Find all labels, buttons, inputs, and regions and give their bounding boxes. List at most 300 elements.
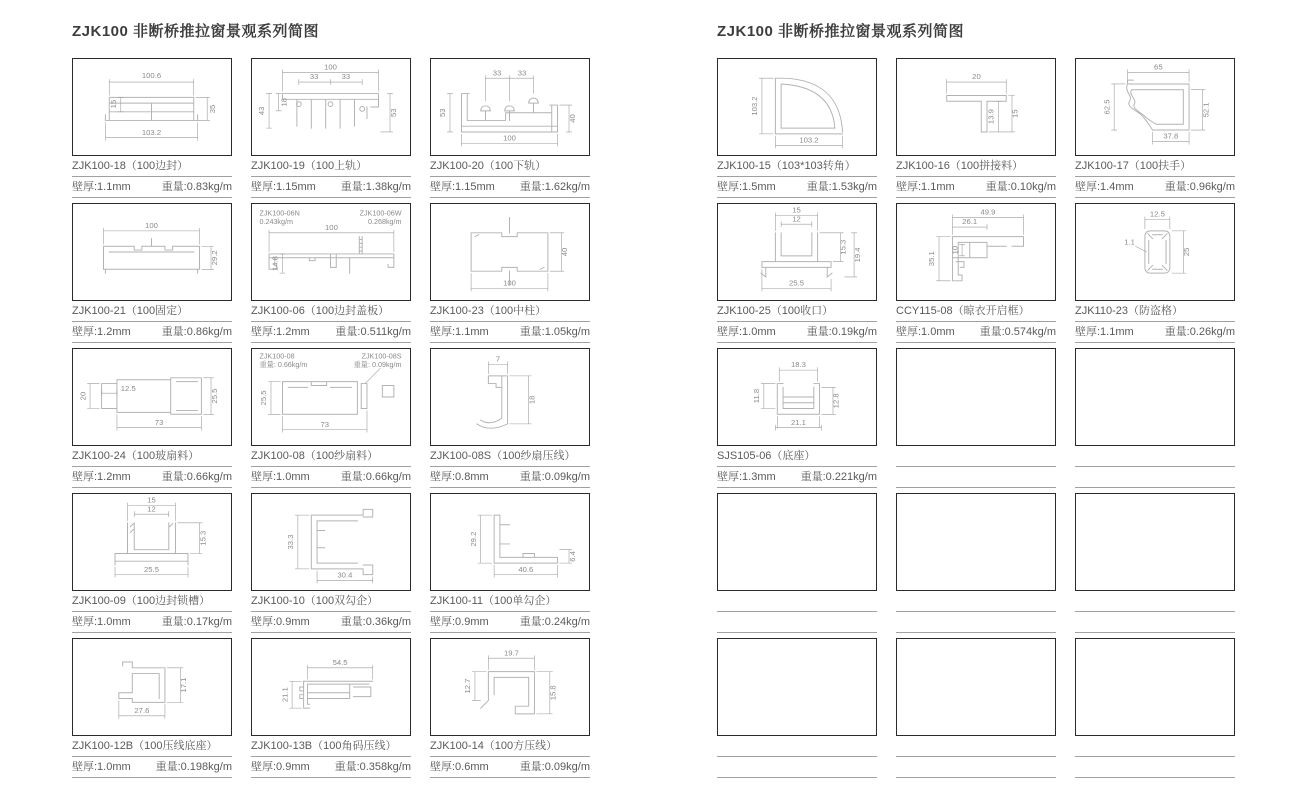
wall-thickness: 壁厚:1.0mm: [717, 326, 776, 338]
weight: 重量:0.511kg/m: [335, 326, 411, 338]
dim-right: 12.8: [831, 393, 841, 409]
drawing-zjk100-17: [1076, 59, 1233, 155]
profile-drawing-box: [251, 348, 411, 446]
profile-spec: [72, 757, 232, 778]
profile-outline: [761, 233, 832, 277]
dimension-lines: [269, 230, 394, 273]
drawing-zjk100-19: [252, 59, 409, 155]
profile-spec: [896, 322, 1056, 343]
dimension-lines: [1135, 216, 1186, 273]
profile-label: ZJK100-16（100拼接料）: [896, 156, 1056, 177]
weight: 重量:0.221kg/m: [800, 471, 877, 483]
profile-label: ZJK100-15（103*103转角）: [717, 156, 877, 177]
drawing-zjk100-06: [252, 204, 409, 300]
empty-label-rule: [717, 591, 877, 612]
dim-bottom: 40.6: [518, 564, 534, 574]
empty-spec-rule: [896, 612, 1056, 633]
empty-spec-rule: [1075, 612, 1235, 633]
dim-top: 15: [792, 205, 801, 215]
profile-outline: [494, 515, 557, 563]
dim-inner: 12.5: [120, 384, 136, 394]
empty-label-rule: [1075, 591, 1235, 612]
profile-spec: [430, 467, 590, 488]
wall-thickness: 壁厚:1.15mm: [430, 181, 495, 193]
dim-left: 29.2: [468, 531, 478, 547]
profile-drawing-box: [430, 348, 590, 446]
dim-r2: 19.4: [852, 247, 862, 263]
weight: 重量:0.66kg/m: [161, 471, 232, 483]
dim-top: 65: [1154, 62, 1163, 72]
profile-drawing-box: [72, 638, 232, 736]
dim-left: 12.7: [463, 678, 473, 694]
empty-profile-card: [717, 638, 877, 783]
profile-label: ZJK100-14（100方压线）: [430, 736, 590, 757]
drawing-zjk100-09: [73, 494, 230, 590]
dim-r1: 15.3: [838, 239, 848, 255]
profile-label: ZJK110-23（防盗格）: [1075, 301, 1235, 322]
profile-label: ZJK100-11（100单勾企）: [430, 591, 590, 612]
profile-drawing-box: [72, 493, 232, 591]
dim-inner: 12: [147, 504, 156, 514]
dim-bottom: 25.5: [789, 278, 804, 288]
profile-label: ZJK100-18（100边封）: [72, 156, 232, 177]
dim-right: 53: [388, 108, 398, 118]
dim-right: 15: [1010, 109, 1020, 118]
dim-leader: 1.1: [1124, 237, 1135, 247]
empty-label-rule: [717, 736, 877, 757]
profile-card-sjs105-06: [717, 348, 877, 493]
dim-top: 100: [324, 62, 337, 72]
dim-bottom: 25.5: [144, 564, 159, 574]
profile-drawing-box: [430, 203, 590, 301]
note-main-code: ZJK100-08: [259, 351, 295, 361]
profile-drawing-box: [896, 58, 1056, 156]
wall-thickness: 壁厚:1.0mm: [72, 616, 131, 628]
dim-right: 40: [560, 247, 570, 257]
profile-card-zjk100-10: [251, 493, 411, 638]
wall-thickness: 壁厚:0.9mm: [251, 616, 310, 628]
profile-spec: [72, 612, 232, 633]
drawing-zjk100-14: [431, 639, 588, 735]
dim-top: 7: [495, 354, 501, 364]
dim-right: 15.3: [198, 530, 208, 546]
weight: 重量:1.62kg/m: [519, 181, 590, 193]
empty-drawing-box: [896, 493, 1056, 591]
drawing-zjk100-24: [73, 349, 230, 445]
empty-profile-card: [717, 493, 877, 638]
profile-outline: [481, 672, 535, 714]
profile-label: SJS105-06（底座）: [717, 446, 877, 467]
empty-label-rule: [896, 591, 1056, 612]
profile-spec: [717, 177, 877, 198]
dim-top: 12.5: [1149, 209, 1165, 219]
weight: 重量:0.10kg/m: [985, 181, 1056, 193]
dim-left: 21.1: [280, 687, 290, 703]
dim-top: 15: [147, 495, 156, 505]
dim-left: 33.3: [286, 534, 296, 550]
empty-profile-card: [896, 348, 1056, 493]
page-title: ZJK100 非断桥推拉窗景观系列简图: [717, 23, 965, 40]
dim-right: 25: [1182, 247, 1192, 257]
drawing-zjk100-23: [431, 204, 588, 300]
dim-left: 25.5: [259, 390, 269, 406]
profile-spec: [1075, 177, 1235, 198]
profile-outline: [477, 376, 508, 428]
weight: 重量:0.96kg/m: [1164, 181, 1235, 193]
profile-outline: [283, 382, 394, 415]
dimension-lines: [488, 361, 531, 423]
dim-right: 6.4: [567, 551, 577, 562]
wall-thickness: 壁厚:1.2mm: [72, 471, 131, 483]
dim-bottom: 21.1: [790, 417, 806, 427]
wall-thickness: 壁厚:0.9mm: [430, 616, 489, 628]
profile-outline: [777, 384, 819, 415]
profile-drawing-box: [251, 58, 411, 156]
wall-thickness: 壁厚:1.0mm: [251, 471, 310, 483]
profile-drawing-box: [251, 638, 411, 736]
weight: 重量:0.86kg/m: [161, 326, 232, 338]
profile-spec: [72, 467, 232, 488]
dim-bottom: 27.6: [134, 705, 150, 715]
empty-label-rule: [896, 736, 1056, 757]
dim-l1: 43: [257, 106, 267, 116]
roller-glyph: [360, 107, 365, 112]
profile-outline: [311, 509, 372, 574]
profile-outline: [104, 239, 200, 274]
profile-outline: [952, 237, 1023, 281]
weight: 重量:0.358kg/m: [334, 761, 411, 773]
profile-drawing-box: [1075, 203, 1235, 301]
empty-spec-rule: [717, 757, 877, 778]
dim-left: 11.8: [752, 388, 762, 404]
roller-glyph: [328, 102, 333, 107]
dim-bottom: 37.8: [1163, 131, 1179, 141]
weight: 重量:0.198kg/m: [155, 761, 232, 773]
dim-top: 49.9: [980, 207, 996, 217]
wall-thickness: 壁厚:1.3mm: [717, 471, 776, 483]
empty-label-rule: [1075, 446, 1235, 467]
empty-drawing-box: [1075, 638, 1235, 736]
profile-label: ZJK100-20（100下轨）: [430, 156, 590, 177]
wall-thickness: 壁厚:0.6mm: [430, 761, 489, 773]
empty-profile-card: [896, 493, 1056, 638]
dim-right: 52.1: [1201, 102, 1211, 118]
empty-drawing-box: [1075, 493, 1235, 591]
weight: 重量:0.83kg/m: [161, 181, 232, 193]
profile-drawing-box: [1075, 58, 1235, 156]
dimension-lines: [936, 215, 1023, 281]
profile-spec: [251, 177, 411, 198]
dim-top: 18.3: [790, 360, 806, 370]
dim-top: 100.6: [141, 71, 162, 81]
weight: 重量:1.53kg/m: [806, 181, 877, 193]
dim-left: 20: [78, 391, 88, 401]
dim-right: 35: [207, 104, 217, 114]
empty-spec-rule: [896, 467, 1056, 488]
profile-label: ZJK100-19（100上轨）: [251, 156, 411, 177]
profile-card-zjk100-08: [251, 348, 411, 493]
dim-t1: 33: [309, 72, 319, 82]
empty-spec-rule: [1075, 757, 1235, 778]
profile-label: ZJK100-21（100固定）: [72, 301, 232, 322]
profile-drawing-box: [896, 203, 1056, 301]
weight: 重量:1.38kg/m: [340, 181, 411, 193]
profile-outline: [269, 237, 394, 273]
profile-card-zjk100-13b: [251, 638, 411, 783]
dim-bottom: 30.4: [337, 570, 353, 580]
dim-left: 14.8: [270, 256, 280, 271]
profile-spec: [430, 757, 590, 778]
profile-drawing-box: [72, 58, 232, 156]
empty-drawing-box: [896, 638, 1056, 736]
dim-right: 25.5: [209, 388, 219, 404]
profile-card-zjk100-12b: [72, 638, 232, 783]
wall-thickness: 壁厚:1.1mm: [1075, 326, 1134, 338]
profile-spec: [72, 177, 232, 198]
profile-card-ccy115-08: [896, 203, 1056, 348]
drawing-zjk100-11: [431, 494, 588, 590]
profile-outline: [1127, 80, 1189, 130]
drawing-zjk100-20: [431, 59, 588, 155]
profile-outline: [300, 681, 373, 708]
profile-outline: [471, 217, 548, 284]
wall-thickness: 壁厚:1.15mm: [251, 181, 316, 193]
profile-drawing-box: [430, 493, 590, 591]
drawing-zjk100-21: [73, 204, 230, 300]
wall-thickness: 壁厚:1.4mm: [1075, 181, 1134, 193]
dim-top: 100: [325, 222, 338, 232]
profile-grid: [72, 58, 590, 783]
drawing-ccy115-08: [897, 204, 1054, 300]
weight: 重量:0.09kg/m: [519, 761, 590, 773]
profile-spec: [717, 322, 877, 343]
profile-outline: [947, 95, 1007, 131]
note-variant-n-weight: 0.243kg/m: [259, 217, 294, 227]
dim-right: 18: [527, 395, 537, 405]
profile-card-zjk100-06: [251, 203, 411, 348]
profile-label: ZJK100-12B（100压线底座）: [72, 736, 232, 757]
profile-label: ZJK100-08S（100纱扇压线）: [430, 446, 590, 467]
weight: 重量:0.17kg/m: [161, 616, 232, 628]
dim-inner: 10: [950, 245, 960, 255]
dim-t2: 33: [341, 72, 351, 82]
empty-profile-card: [1075, 493, 1235, 638]
empty-label-rule: [1075, 736, 1235, 757]
wall-thickness: 壁厚:1.5mm: [717, 181, 776, 193]
page-title: ZJK100 非断桥推拉窗景观系列简图: [72, 23, 320, 40]
note-sub-code: ZJK100-08S: [361, 351, 402, 361]
profile-drawing-box: [717, 58, 877, 156]
weight: 重量:1.05kg/m: [519, 326, 590, 338]
empty-drawing-box: [1075, 348, 1235, 446]
profile-outline: [102, 378, 202, 414]
empty-profile-card: [896, 638, 1056, 783]
profile-grid: [717, 58, 1235, 783]
drawing-zjk110-23: [1076, 204, 1233, 300]
profile-spec: [430, 612, 590, 633]
empty-drawing-box: [896, 348, 1056, 446]
catalog-right-page: [717, 0, 1235, 783]
profile-drawing-box: [430, 638, 590, 736]
dim-left: 53: [438, 108, 448, 118]
profile-card-zjk110-23: [1075, 203, 1235, 348]
wall-thickness: 壁厚:1.0mm: [72, 761, 131, 773]
dim-bottom: 100: [503, 278, 516, 288]
profile-spec: [251, 467, 411, 488]
profile-outline: [115, 523, 188, 565]
dim-left: 62.5: [1102, 99, 1112, 115]
dim-inner: 15: [108, 99, 118, 109]
empty-profile-card: [1075, 638, 1235, 783]
dim-inner: 13.9: [986, 109, 996, 125]
dim-right: 17.1: [179, 677, 189, 693]
dimension-lines: [295, 515, 373, 583]
note-main-weight: 重量: 0.66kg/m: [259, 360, 308, 370]
empty-spec-rule: [1075, 467, 1235, 488]
dim-inner: 12: [792, 214, 801, 224]
dim-right: 40: [567, 114, 577, 123]
wall-thickness: 壁厚:1.1mm: [72, 181, 131, 193]
dim-t2: 33: [517, 68, 527, 78]
dim-bottom: 103.2: [799, 135, 819, 145]
wall-thickness: 壁厚:1.1mm: [896, 181, 955, 193]
profile-card-zjk100-18: [72, 58, 232, 203]
profile-label: CCY115-08（晾衣开启框）: [896, 301, 1056, 322]
wall-thickness: 壁厚:1.2mm: [72, 326, 131, 338]
dim-t1: 33: [492, 68, 502, 78]
profile-label: ZJK100-17（100扶手）: [1075, 156, 1235, 177]
profile-spec: [72, 322, 232, 343]
profile-card-zjk100-20: [430, 58, 590, 203]
wall-thickness: 壁厚:1.1mm: [430, 326, 489, 338]
profile-card-zjk100-23: [430, 203, 590, 348]
dim-top: 20: [972, 72, 981, 82]
profile-drawing-box: [251, 203, 411, 301]
dim-top: 19.7: [503, 648, 519, 658]
profile-label: ZJK100-09（100边封锁槽）: [72, 591, 232, 612]
weight: 重量:0.574kg/m: [979, 326, 1056, 338]
dim-bottom: 73: [154, 417, 164, 427]
profile-card-zjk100-09: [72, 493, 232, 638]
profile-drawing-box: [717, 203, 877, 301]
dim-left: 103.2: [750, 96, 760, 116]
dimension-lines: [471, 233, 564, 292]
empty-drawing-box: [717, 493, 877, 591]
profile-outline: [775, 78, 842, 134]
profile-drawing-box: [72, 203, 232, 301]
dimension-lines: [87, 378, 214, 431]
profile-card-zjk100-14: [430, 638, 590, 783]
profile-card-zjk100-21: [72, 203, 232, 348]
empty-drawing-box: [717, 638, 877, 736]
profile-outline: [119, 662, 165, 702]
empty-label-rule: [896, 446, 1056, 467]
profile-card-zjk100-19: [251, 58, 411, 203]
profile-label: ZJK100-06（100边封盖板）: [251, 301, 411, 322]
drawing-zjk100-12b: [73, 639, 230, 735]
dimension-lines: [104, 228, 214, 269]
profile-spec: [430, 322, 590, 343]
empty-spec-rule: [896, 757, 1056, 778]
profile-card-zjk100-16: [896, 58, 1056, 203]
profile-spec: [251, 612, 411, 633]
profile-spec: [251, 757, 411, 778]
catalog-left-page: [72, 0, 590, 783]
profile-spec: [717, 467, 877, 488]
profile-card-zjk100-08s: [430, 348, 590, 493]
profile-spec: [1075, 322, 1235, 343]
profile-label: ZJK100-25（100收口）: [717, 301, 877, 322]
wall-thickness: 壁厚:0.8mm: [430, 471, 489, 483]
profile-label: ZJK100-13B（100角码压线）: [251, 736, 411, 757]
dim-bottom: 73: [320, 419, 330, 429]
drawing-zjk100-16: [897, 59, 1054, 155]
weight: 重量:0.26kg/m: [1164, 326, 1235, 338]
dim-right: 29.2: [209, 250, 219, 266]
weight: 重量:0.66kg/m: [340, 471, 411, 483]
profile-card-zjk100-17: [1075, 58, 1235, 203]
profile-drawing-box: [717, 348, 877, 446]
profile-label: ZJK100-24（100玻扇料）: [72, 446, 232, 467]
drawing-zjk100-10: [252, 494, 409, 590]
profile-spec: [896, 177, 1056, 198]
profile-card-zjk100-24: [72, 348, 232, 493]
wall-thickness: 壁厚:1.0mm: [896, 326, 955, 338]
dim-top: 54.5: [332, 657, 348, 667]
dim-top: 100: [145, 221, 158, 230]
drawing-zjk100-08s: [431, 349, 588, 445]
wall-thickness: 壁厚:0.9mm: [251, 761, 310, 773]
dim-bottom: 100: [503, 133, 516, 143]
note-variant-w-weight: 0.268kg/m: [367, 217, 402, 227]
profile-outline: [105, 97, 197, 120]
dim-t2: 26.1: [962, 217, 978, 227]
drawing-zjk100-08: [252, 349, 409, 445]
weight: 重量:0.24kg/m: [519, 616, 590, 628]
profile-card-zjk100-11: [430, 493, 590, 638]
dimension-lines: [1111, 70, 1205, 145]
profile-label: ZJK100-23（100中柱）: [430, 301, 590, 322]
drawing-zjk100-13b: [252, 639, 409, 735]
profile-outline: [1145, 231, 1170, 273]
wall-thickness: 壁厚:1.2mm: [251, 326, 310, 338]
drawing-sjs105-06: [718, 349, 875, 445]
weight: 重量:0.36kg/m: [340, 616, 411, 628]
profile-card-zjk100-25: [717, 203, 877, 348]
note-variant-n-code: ZJK100-06N: [259, 208, 300, 218]
profile-drawing-box: [251, 493, 411, 591]
drawing-zjk100-15: [718, 59, 875, 155]
note-variant-w-code: ZJK100-06W: [359, 208, 402, 218]
profile-drawing-box: [430, 58, 590, 156]
dim-right: 15.8: [548, 685, 558, 701]
dim-bottom: 103.2: [141, 127, 162, 137]
profile-drawing-box: [72, 348, 232, 446]
dim-left: 35.1: [927, 251, 937, 267]
empty-spec-rule: [717, 612, 877, 633]
weight: 重量:0.19kg/m: [806, 326, 877, 338]
drawing-zjk100-18: [73, 59, 230, 155]
drawing-zjk100-25: [718, 204, 875, 300]
profile-label: ZJK100-08（100纱扇料）: [251, 446, 411, 467]
profile-card-zjk100-15: [717, 58, 877, 203]
note-sub-weight: 重量: 0.09kg/m: [353, 360, 402, 370]
profile-spec: [430, 177, 590, 198]
empty-profile-card: [1075, 348, 1235, 493]
dim-l2: 18: [279, 97, 289, 107]
profile-label: ZJK100-10（100双勾企）: [251, 591, 411, 612]
profile-spec: [251, 322, 411, 343]
